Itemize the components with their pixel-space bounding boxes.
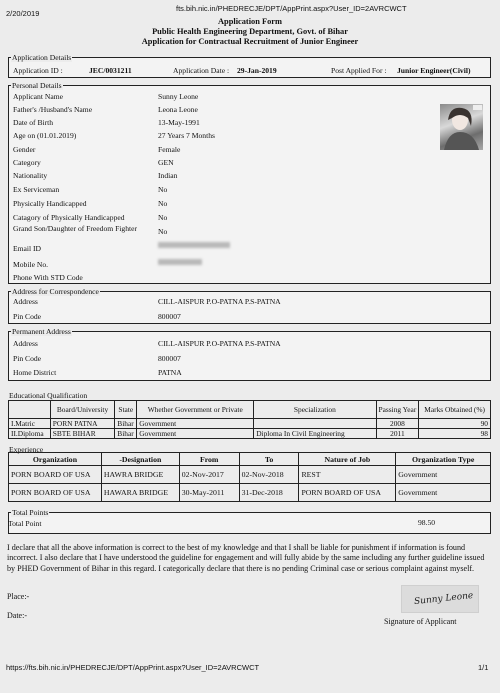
personal-field-label: Email ID <box>13 244 42 253</box>
personal-field-value: Sunny Leone <box>158 92 199 101</box>
education-cell: I.Matric <box>9 419 51 429</box>
correspondence-address-section <box>8 287 491 324</box>
experience-cell: HAWRA BRIDGE <box>101 466 179 484</box>
personal-field-label: Grand Son/Daughter of Freedom Fighter <box>13 224 138 233</box>
education-cell: 90 <box>419 419 491 429</box>
experience-header-cell: To <box>239 453 299 466</box>
permanent-pin-label: Pin Code <box>13 354 42 363</box>
education-header-cell: Board/University <box>50 401 115 419</box>
education-cell: 2011 <box>376 429 419 439</box>
print-url: fts.bih.nic.in/PHEDRECJE/DPT/AppPrint.aspx?User_ID=2AVRCWCT <box>176 4 407 13</box>
home-district-label: Home District <box>13 368 57 377</box>
experience-cell: 30-May-2011 <box>179 484 239 502</box>
table-row <box>9 419 491 429</box>
experience-cell: REST <box>299 466 396 484</box>
experience-header-cell: Nature of Job <box>299 453 396 466</box>
education-cell: SBTE BIHAR <box>50 429 115 439</box>
footer-url: https://fts.bih.nic.in/PHEDRECJE/DPT/AppPrint.aspx?User_ID=2AVRCWCT <box>6 663 260 672</box>
education-cell: Government <box>137 429 254 439</box>
personal-field-label: Mobile No. <box>13 260 49 269</box>
personal-field-label: Age on (01.01.2019) <box>13 131 77 140</box>
education-header-cell: State <box>115 401 137 419</box>
personal-field-value: No <box>158 199 168 208</box>
total-point-value: 98.50 <box>418 518 436 527</box>
education-cell <box>254 419 376 429</box>
total-points-section <box>8 508 491 534</box>
total-point-label: Total Point <box>8 519 42 528</box>
experience-cell: PORN BOARD OF USA <box>299 484 396 502</box>
signature-label: Signature of Applicant <box>384 617 457 626</box>
experience-header-cell: Organization Type <box>396 453 491 466</box>
correspondence-pin-value: 800007 <box>158 312 181 321</box>
application-id-label: Application ID : <box>13 66 63 75</box>
education-cell: PORN PATNA <box>50 419 115 429</box>
correspondence-legend: Address for Correspondence <box>12 287 99 296</box>
permanent-address-value: CILL-AISPUR P.O-PATNA P.S-PATNA <box>158 339 281 348</box>
application-subtitle: Application for Contractual Recruitment of Junior Engineer <box>141 37 359 46</box>
education-legend: Educational Qualification <box>9 391 88 400</box>
total-points-legend: Total Points <box>12 508 49 517</box>
personal-field-value: No <box>158 213 168 222</box>
form-title: Application Form <box>218 17 282 26</box>
education-header-cell <box>9 401 51 419</box>
experience-header-cell: From <box>179 453 239 466</box>
print-date: 2/20/2019 <box>6 9 40 18</box>
email-redacted <box>158 242 230 248</box>
experience-table <box>8 452 491 502</box>
personal-field-label: Nationality <box>13 171 48 180</box>
experience-header-cell: Organization <box>9 453 102 466</box>
table-row <box>9 466 491 484</box>
education-header-cell: Whether Government or Private <box>137 401 254 419</box>
experience-cell: Government <box>396 484 491 502</box>
experience-header-cell: -Designation <box>101 453 179 466</box>
education-cell: Government <box>137 419 254 429</box>
education-cell: 2008 <box>376 419 419 429</box>
table-row <box>9 429 491 439</box>
permanent-pin-value: 800007 <box>158 354 181 363</box>
personal-field-label: Category <box>13 158 41 167</box>
home-district-value: PATNA <box>158 368 182 377</box>
application-date-label: Application Date : <box>173 66 230 75</box>
education-section <box>8 391 491 441</box>
personal-field-value: No <box>158 185 168 194</box>
personal-details-section <box>8 81 491 284</box>
personal-field-label: Gender <box>13 145 36 154</box>
post-applied-label: Post Applied For : <box>331 66 387 75</box>
signature-scribble: Sunny Leone <box>413 590 474 608</box>
application-id-value: JEC/0031211 <box>89 66 132 75</box>
personal-field-value: 27 Years 7 Months <box>158 131 215 140</box>
education-header-cell: Passing Year <box>376 401 419 419</box>
place-label: Place:- <box>7 592 30 601</box>
application-details-section <box>8 53 491 78</box>
signature-image <box>401 585 479 613</box>
permanent-address-label: Address <box>13 339 38 348</box>
personal-field-value: Indian <box>158 171 178 180</box>
personal-field-label: Physically Handicapped <box>13 199 87 208</box>
permanent-address-section <box>8 327 491 381</box>
post-applied-value: Junior Engineer(Civil) <box>397 66 471 75</box>
declaration-text: I declare that all the above information is correct to the best of my knowledge and that I shall be liable for punishment if information is found incorrect. I also declare that I have understood the guideline for engagement and will fully abide by the same including any further guideline issued by PHED Government of Bihar in this regard. I categorically declare that there is no pending Criminal case or serious complaint against myself. <box>7 543 485 573</box>
personal-field-value: 13-May-1991 <box>158 118 200 127</box>
experience-cell: 02-Nov-2018 <box>239 466 299 484</box>
experience-section <box>8 445 491 502</box>
correspondence-pin-label: Pin Code <box>13 312 42 321</box>
experience-cell: PORN BOARD OF USA <box>9 466 102 484</box>
personal-field-value: Leona Leone <box>158 105 198 114</box>
experience-cell: PORN BOARD OF USA <box>9 484 102 502</box>
correspondence-address-label: Address <box>13 297 38 306</box>
footer-page-number: 1/1 <box>478 663 489 672</box>
personal-field-label: Date of Birth <box>13 118 54 127</box>
education-table <box>8 400 491 439</box>
table-row <box>9 484 491 502</box>
mobile-redacted <box>158 259 202 265</box>
personal-field-label: Ex Serviceman <box>13 185 60 194</box>
personal-field-label: Father's /Husband's Name <box>13 105 93 114</box>
personal-field-value: Female <box>158 145 181 154</box>
education-cell: II.Diploma <box>9 429 51 439</box>
application-details-legend: Application Details <box>12 53 72 62</box>
education-header-cell: Specialization <box>254 401 376 419</box>
personal-field-value: GEN <box>158 158 174 167</box>
experience-cell: Government <box>396 466 491 484</box>
experience-cell: HAWARA BRIDGE <box>101 484 179 502</box>
education-cell: Bihar <box>115 419 137 429</box>
applicant-photo <box>440 104 483 150</box>
personal-field-label: Applicant Name <box>13 92 63 101</box>
date-label: Date:- <box>7 611 27 620</box>
personal-details-legend: Personal Details <box>12 81 62 90</box>
experience-cell: 31-Dec-2018 <box>239 484 299 502</box>
department-title: Public Health Engineering Department, Govt. of Bihar <box>152 27 348 36</box>
permanent-legend: Permanent Address <box>12 327 71 336</box>
correspondence-address-value: CILL-AISPUR P.O-PATNA P.S-PATNA <box>158 297 281 306</box>
education-cell: Bihar <box>115 429 137 439</box>
application-date-value: 29-Jan-2019 <box>237 66 277 75</box>
education-cell: 98 <box>419 429 491 439</box>
education-cell: Diploma In Civil Engineering <box>254 429 376 439</box>
experience-cell: 02-Nov-2017 <box>179 466 239 484</box>
personal-field-value: No <box>158 227 168 236</box>
personal-field-label: Catagory of Physically Handicapped <box>13 213 125 222</box>
experience-legend: Experience <box>9 445 44 454</box>
education-header-cell: Marks Obtained (%) <box>419 401 491 419</box>
photo-silhouette-icon <box>440 104 483 150</box>
personal-field-label: Phone With STD Code <box>13 273 83 282</box>
